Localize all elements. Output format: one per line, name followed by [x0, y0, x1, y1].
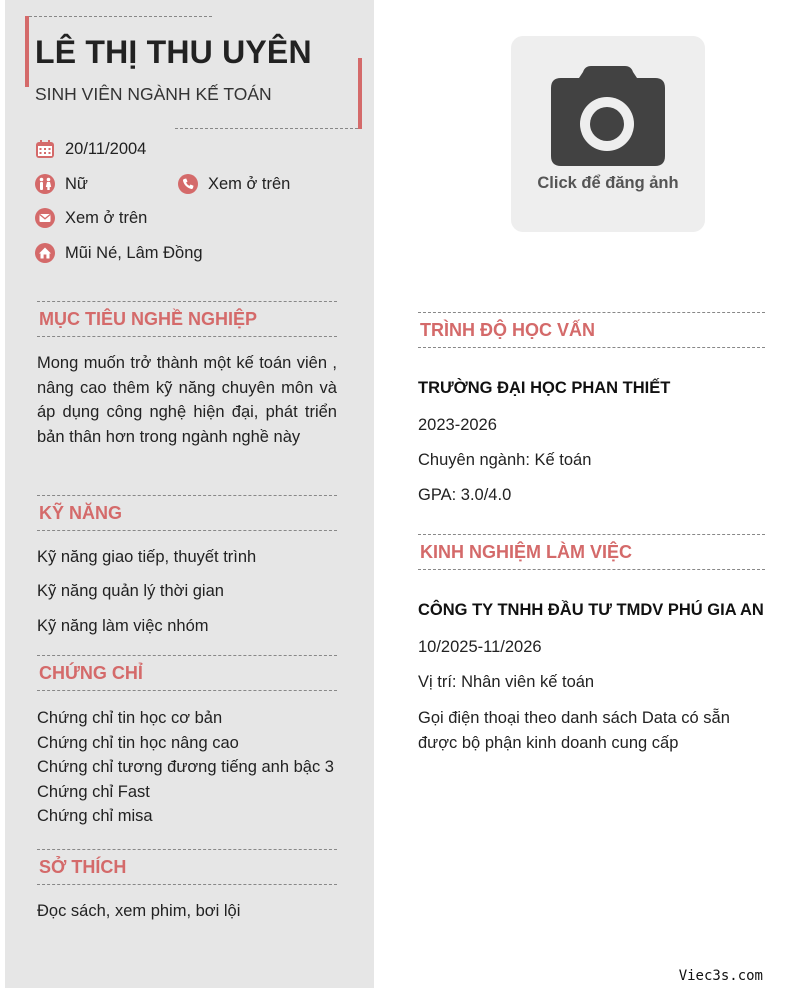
- certificate-item[interactable]: Chứng chỉ Fast: [37, 782, 150, 801]
- email-value[interactable]: Xem ở trên: [65, 208, 148, 227]
- education-gpa[interactable]: GPA: 3.0/4.0: [418, 486, 512, 504]
- job-title[interactable]: SINH VIÊN NGÀNH KẾ TOÁN: [35, 84, 272, 104]
- certificate-item[interactable]: Chứng chỉ tương đương tiếng anh bậc 3: [37, 758, 334, 776]
- hobbies-heading: [37, 849, 337, 885]
- school-name[interactable]: TRƯỜNG ĐẠI HỌC PHAN THIẾT: [418, 379, 671, 397]
- experience-heading-text[interactable]: KINH NGHIỆM LÀM VIỆC: [420, 541, 633, 562]
- address-row: [35, 243, 203, 263]
- gender-value[interactable]: Nữ: [65, 174, 88, 193]
- skill-item[interactable]: Kỹ năng làm việc nhóm: [37, 617, 209, 635]
- email-row: [35, 208, 147, 228]
- calendar-icon: [35, 139, 55, 159]
- skills-heading: [37, 495, 337, 531]
- full-name[interactable]: LÊ THỊ THU UYÊN: [35, 34, 312, 70]
- watermark: Viec3s.com: [678, 968, 763, 984]
- objective-heading-text[interactable]: MỤC TIÊU NGHỀ NGHIỆP: [39, 308, 258, 329]
- certificates-heading-text[interactable]: CHỨNG CHỈ: [39, 662, 143, 683]
- education-heading: [418, 312, 765, 348]
- birthday-row: [35, 139, 146, 159]
- gender-icon: [35, 174, 55, 194]
- education-period[interactable]: 2023-2026: [418, 416, 497, 434]
- header-name-block: [25, 16, 362, 129]
- experience-heading: [418, 534, 765, 570]
- skills-heading-text[interactable]: KỸ NĂNG: [39, 502, 123, 523]
- phone-row: [178, 174, 290, 194]
- objective-text[interactable]: Mong muốn trở thành một kế toán viên , nâng cao thêm kỹ năng chuyên môn và áp dụng công nghệ hiện đại, phát triển bản thân hơn trong ngành nghề này: [37, 354, 337, 446]
- certificate-item[interactable]: Chứng chỉ tin học cơ bản: [37, 709, 223, 727]
- certificate-item[interactable]: Chứng chỉ misa: [37, 807, 153, 825]
- camera-icon: [549, 64, 667, 168]
- education-heading-text[interactable]: TRÌNH ĐỘ HỌC VẤN: [420, 319, 595, 340]
- company-name[interactable]: CÔNG TY TNHH ĐẦU TƯ TMDV PHÚ GIA AN: [418, 601, 764, 619]
- certificate-list: [37, 706, 334, 829]
- certificates-heading: [37, 655, 337, 691]
- experience-period[interactable]: 10/2025-11/2026: [418, 638, 542, 656]
- photo-upload-label: Click để đăng ảnh: [537, 174, 679, 192]
- accent-bar-right: [358, 58, 362, 129]
- hobbies-text[interactable]: Đọc sách, xem phim, bơi lội: [37, 902, 241, 920]
- gender-row: [35, 174, 88, 194]
- accent-bar-left: [25, 16, 29, 87]
- phone-value[interactable]: Xem ở trên: [208, 174, 291, 193]
- objective-heading: [37, 301, 337, 337]
- skill-item[interactable]: Kỹ năng giao tiếp, thuyết trình: [37, 548, 257, 566]
- email-icon: [35, 208, 55, 228]
- birthday-value[interactable]: 20/11/2004: [65, 139, 147, 158]
- photo-upload-button[interactable]: [511, 36, 705, 232]
- hobbies-heading-text[interactable]: SỞ THÍCH: [39, 856, 127, 877]
- address-value[interactable]: Mũi Né, Lâm Đồng: [65, 243, 203, 262]
- education-major[interactable]: Chuyên ngành: Kế toán: [418, 451, 592, 469]
- certificate-item[interactable]: Chứng chỉ tin học nâng cao: [37, 733, 239, 752]
- home-icon: [35, 243, 55, 263]
- divider: [175, 128, 358, 129]
- experience-description[interactable]: Gọi điện thoại theo danh sách Data có sẵn được bộ phận kinh doanh cung cấp: [418, 709, 730, 752]
- divider: [29, 16, 212, 17]
- experience-position[interactable]: Vị trí: Nhân viên kế toán: [418, 673, 595, 691]
- phone-icon: [178, 174, 198, 194]
- skill-item[interactable]: Kỹ năng quản lý thời gian: [37, 582, 224, 600]
